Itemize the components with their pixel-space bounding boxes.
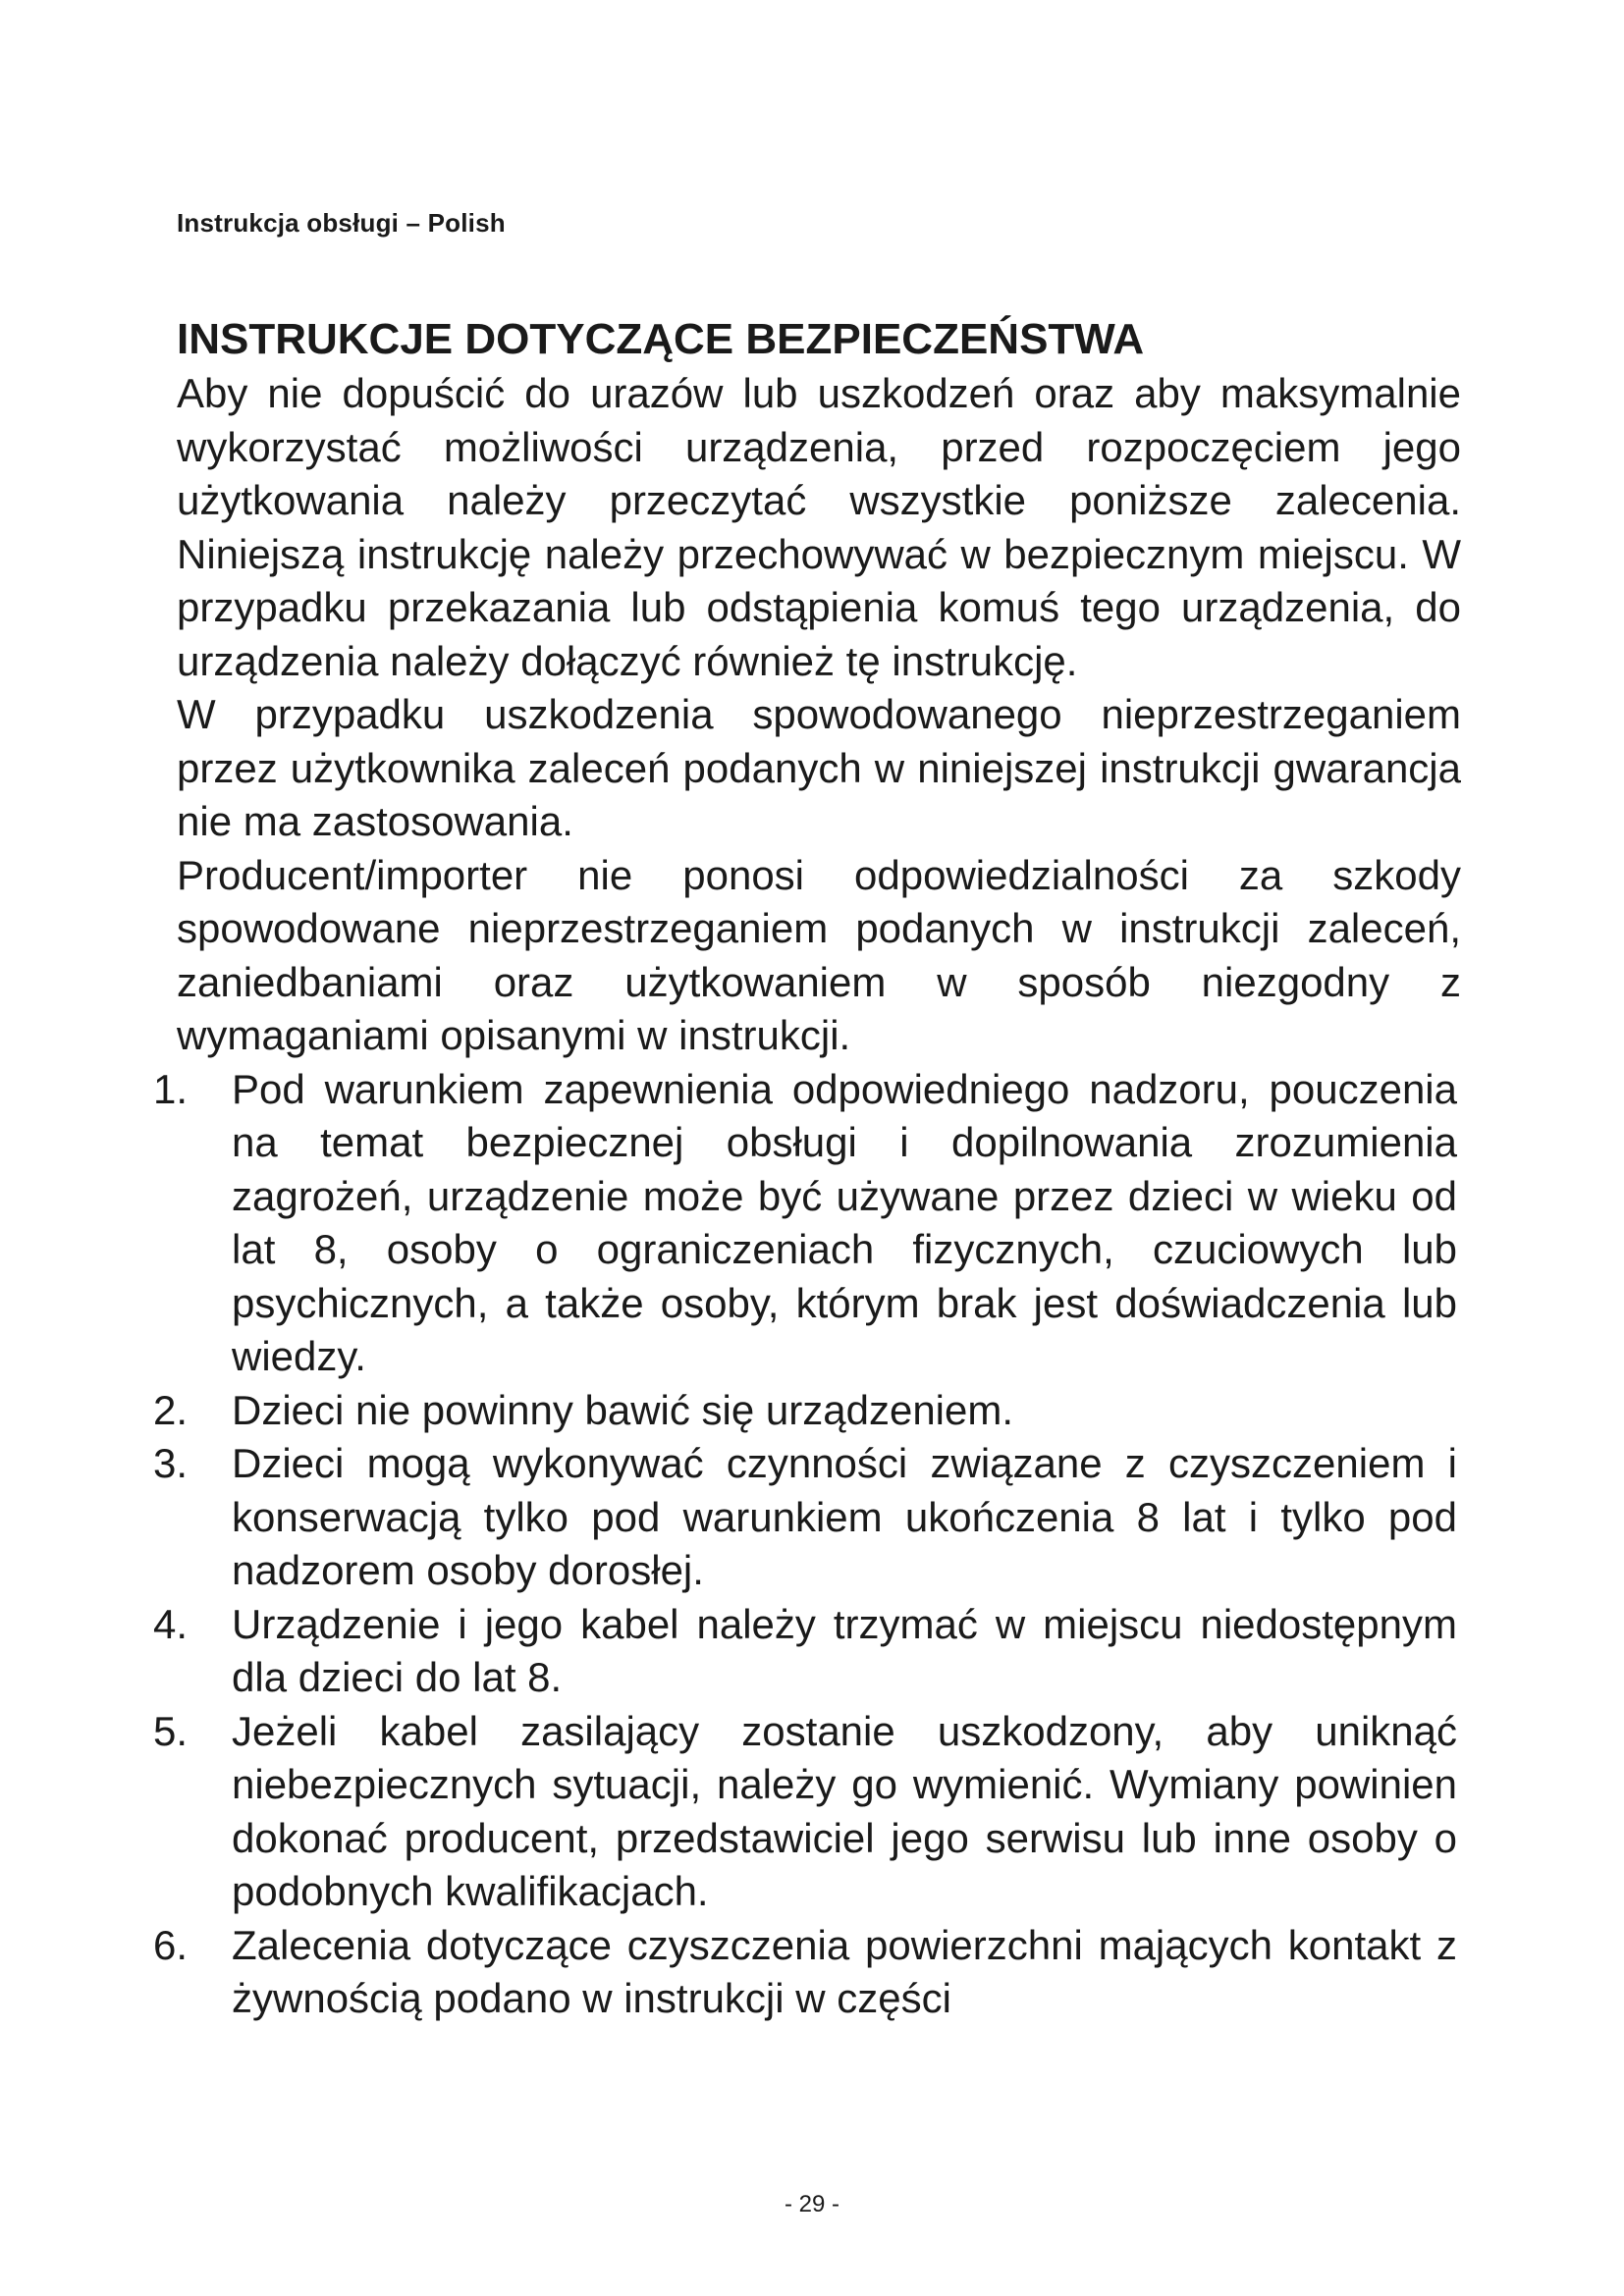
list-item: [153, 1384, 1461, 1438]
list-item: [153, 1437, 1461, 1598]
page-header: Instrukcja obsługi – Polish: [177, 208, 506, 238]
list-number: 2.: [153, 1386, 189, 1433]
list-text: Urządzenie i jego kabel należy trzymać w miejscu niedostępnym dla dzieci do lat 8.: [232, 1600, 1457, 1700]
page-number: - 29 -: [784, 2191, 839, 2217]
list-text: Zalecenia dotyczące czyszczenia powierzchni mających kontakt z żywnością podano w instrukcji w części: [232, 1921, 1457, 2021]
list-number: 4.: [153, 1600, 189, 1647]
list-number: 3.: [153, 1440, 189, 1486]
list-number: 5.: [153, 1707, 189, 1754]
list-item: [153, 1598, 1461, 1705]
safety-list: [153, 1063, 1461, 2026]
section-title: INSTRUKCJE DOTYCZĄCE BEZPIECZEŃSTWA: [177, 315, 1145, 363]
list-item: [153, 1063, 1461, 1384]
list-text: Dzieci nie powinny bawić się urządzeniem.: [232, 1386, 1014, 1433]
list-item: [153, 1705, 1461, 1919]
list-item: [153, 1919, 1461, 2026]
liability-paragraph: Producent/importer nie ponosi odpowiedzialności za szkody spowodowane nieprzestrzeganiem podanych w instrukcji zaleceń, zaniedbaniami oraz użytkowaniem w sposób niezgodny z wymaganiami opisanymi w instrukcji.: [177, 851, 1461, 1058]
list-number: 1.: [153, 1065, 189, 1112]
list-number: 6.: [153, 1921, 189, 1968]
list-text: Jeżeli kabel zasilający zostanie uszkodzony, aby uniknąć niebezpiecznych sytuacji, należy go wymienić. Wymiany powinien dokonać producent, przedstawiciel jego serwisu lub inne osoby o podobnych kwalifikacjach.: [232, 1707, 1457, 1914]
list-text: Pod warunkiem zapewnienia odpowiedniego nadzoru, pouczenia na temat bezpiecznej obsługi i dopilnowania zrozumienia zagrożeń, urządzenie może być używane przez dzieci w wieku od lat 8, osoby o ograniczeniach fizycznych, czuciowych lub psychicznych, a także osoby, którym brak jest doświadczenia lub wiedzy.: [232, 1065, 1457, 1379]
intro-paragraph: Aby nie dopuścić do urazów lub uszkodzeń oraz aby maksymalnie wykorzystać możliwości urządzenia, przed rozpoczęciem jego użytkowania należy przeczytać wszystkie poniższe zalecenia. Niniejszą instrukcję należy przechowywać w bezpiecznym miejscu. W przypadku przekazania lub odstąpienia komuś tego urządzenia, do urządzenia należy dołączyć również tę instrukcję.: [177, 370, 1461, 684]
document-body: [153, 312, 1461, 2026]
list-text: Dzieci mogą wykonywać czynności związane z czyszczeniem i konserwacją tylko pod warunkiem ukończenia 8 lat i tylko pod nadzorem osoby dorosłej.: [232, 1440, 1457, 1593]
warranty-paragraph: W przypadku uszkodzenia spowodowanego nieprzestrzeganiem przez użytkownika zaleceń podanych w niniejszej instrukcji gwarancja nie ma zastosowania.: [177, 691, 1461, 844]
